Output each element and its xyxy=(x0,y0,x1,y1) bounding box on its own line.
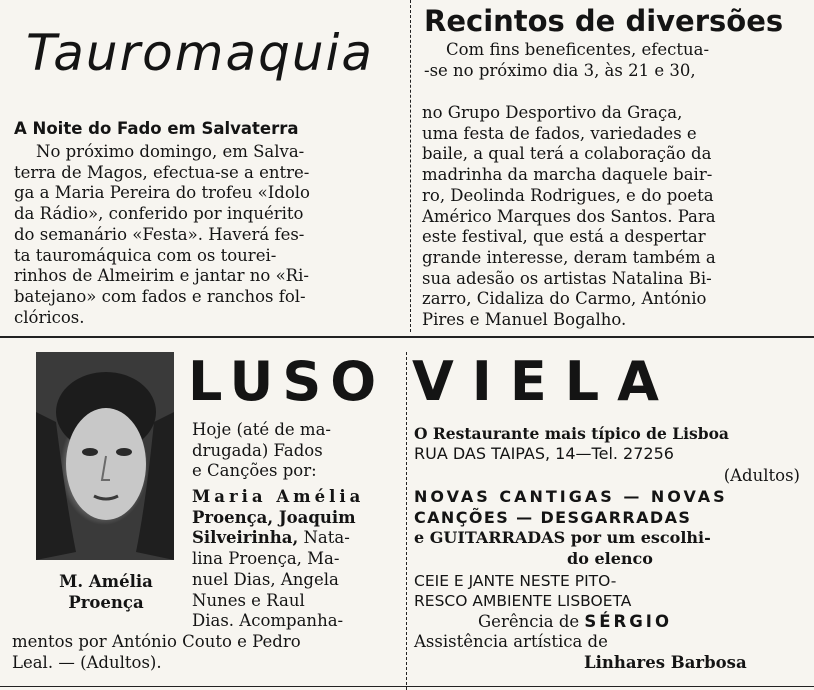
body-line: ro, Deolinda Rodrigues, e do poeta xyxy=(422,185,714,205)
body-line: terra de Magos, efectua-se a entre- xyxy=(14,162,310,182)
artist-name: Silveirinha, xyxy=(192,528,299,548)
body-line: No próximo domingo, em Salva- xyxy=(36,142,305,161)
body-line: Américo Marques dos Santos. Para xyxy=(422,206,716,226)
viela-title: VIELA xyxy=(412,350,677,413)
viela-address: RUA DAS TAIPAS, 14—Tel. 27256 xyxy=(414,444,674,463)
program-line: do elenco xyxy=(567,549,653,569)
recintos-headline: Recintos de diversões xyxy=(424,4,784,38)
artist-line xyxy=(192,528,404,549)
body-line: no Grupo Desportivo da Graça, xyxy=(422,103,683,122)
tauromaquia-body xyxy=(14,142,406,328)
viela-artistic-director: Linhares Barbosa xyxy=(584,653,747,672)
body-line: baile, a qual terá a colaboração da xyxy=(422,144,712,164)
viela-management xyxy=(478,612,798,632)
body-line: Hoje (até de ma- xyxy=(192,420,331,439)
artist-line: lina Proença, Ma- xyxy=(192,549,340,569)
body-line: e Canções por: xyxy=(192,461,317,481)
body-line: clóricos. xyxy=(14,307,85,327)
dine-line: CEIE E JANTE NESTE PITO- xyxy=(414,572,617,590)
body-line: -se no próximo dia 3, às 21 e 30, xyxy=(424,60,696,80)
viela-program xyxy=(414,487,806,570)
viela-rating: (Adultos) xyxy=(723,466,800,485)
artist-line: Proença, Joaquim xyxy=(192,507,356,527)
column-divider-bottom xyxy=(406,352,407,690)
viela-artistic-label: Assistência artística de xyxy=(414,632,608,651)
body-line: Leal. — (Adultos). xyxy=(12,652,162,672)
body-line: madrinha da marcha daquele bair- xyxy=(422,165,713,185)
body-line: mentos por António Couto e Pedro xyxy=(12,632,301,651)
body-line: Com fins beneficentes, efectua- xyxy=(446,40,710,59)
luso-intro xyxy=(192,420,400,482)
tauromaquia-subheadline: A Noite do Fado em Salvaterra xyxy=(14,119,299,138)
program-line: e GUITARRADAS por um escolhi- xyxy=(414,528,711,548)
recintos-body xyxy=(422,103,810,331)
artist-text: Nata- xyxy=(303,528,350,548)
body-line: grande interesse, deram também a xyxy=(422,247,716,267)
artist-line: Maria Amélia xyxy=(192,487,365,506)
artist-line: Dias. Acompanha- xyxy=(192,611,344,631)
portrait-icon xyxy=(36,352,174,560)
body-line: da Rádio», conferido por inquérito xyxy=(14,204,304,224)
column-divider-top xyxy=(410,0,411,332)
body-line: drugada) Fados xyxy=(192,440,323,460)
body-line: uma festa de fados, variedades e xyxy=(422,123,697,143)
portrait-photo xyxy=(36,352,174,560)
caption-line: M. Amélia xyxy=(59,572,153,591)
manager-name: SÉRGIO xyxy=(584,612,672,631)
body-line: do semanário «Festa». Haverá fes- xyxy=(14,224,305,244)
body-line: ta tauromáquica com os tourei- xyxy=(14,245,277,265)
artist-line: nuel Dias, Angela xyxy=(192,569,339,589)
body-line: ga a Maria Pereira do trofeu «Idolo xyxy=(14,183,310,203)
body-line: Pires e Manuel Bogalho. xyxy=(422,310,627,330)
viela-tagline: O Restaurante mais típico de Lisboa xyxy=(414,424,729,443)
artist-line: Nunes e Raul xyxy=(192,590,305,610)
luso-title: LUSO xyxy=(188,350,386,413)
viela-dine xyxy=(414,571,806,611)
section-divider xyxy=(0,336,814,338)
program-line: NOVAS CANTIGAS — NOVAS xyxy=(414,487,728,506)
body-line: zarro, Cidaliza do Carmo, António xyxy=(422,289,707,309)
luso-artists xyxy=(192,487,404,632)
dine-line: RESCO AMBIENTE LISBOETA xyxy=(414,592,632,610)
body-line: rinhos de Almeirim e jantar no «Ri- xyxy=(14,266,309,286)
body-line: este festival, que está a despertar xyxy=(422,227,706,247)
caption-line: Proença xyxy=(68,592,144,612)
recintos-intro xyxy=(424,40,808,81)
body-line: batejano» com fados e ranchos fol- xyxy=(14,286,306,306)
tauromaquia-headline: Tauromaquia xyxy=(26,24,375,82)
bottom-rule xyxy=(0,686,814,687)
portrait-caption xyxy=(22,572,190,613)
body-line: sua adesão os artistas Natalina Bi- xyxy=(422,268,712,288)
program-line: CANÇÕES — DESGARRADAS xyxy=(414,507,692,527)
luso-credits xyxy=(12,632,404,673)
management-label: Gerência de xyxy=(478,612,580,631)
